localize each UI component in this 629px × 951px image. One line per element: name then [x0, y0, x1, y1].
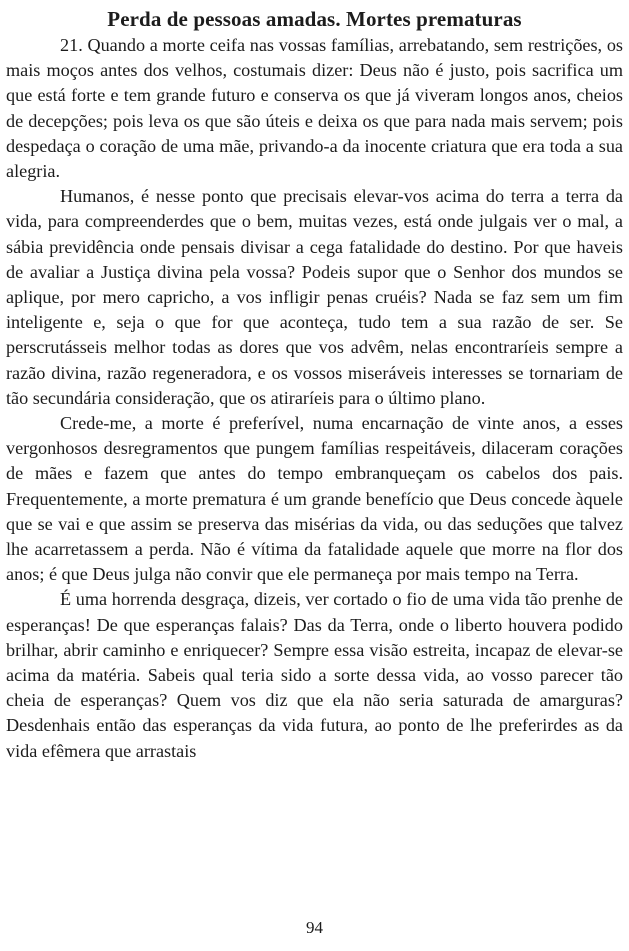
- paragraph-4: É uma horrenda desgraça, dizeis, ver cortado o fio de uma vida tão prenhe de esperanças! De que esperanças falais? Das da Terra, onde o liberto houvera podido brilhar, abrir caminho e enriquecer? Sempre essa visão estreita, incapaz de elevar-se acima da matéria. Sabeis qual teria sido a sorte dessa vida, ao vosso parecer tão cheia de esperanças? Quem vos diz que ela não seria saturada de amarguras? Desdenhais então das esperanças da vida futura, ao ponto de lhe preferirdes as da vida efêmera que arrastais: [6, 589, 623, 761]
- paragraph-1: 21. Quando a morte ceifa nas vossas famílias, arrebatando, sem restrições, os mais moços antes dos velhos, costumais dizer: Deus não é justo, pois sacrifica um que está forte e tem grande futuro e conserva os que já viveram longos anos, cheios de decepções; pois leva os que são úteis e deixa os que para nada mais servem; pois despedaça o coração de uma mãe, privando-a da inocente criatura que era toda a sua alegria.: [6, 35, 623, 182]
- paragraph-3: Crede-me, a morte é preferível, numa encarnação de vinte anos, a esses vergonhosos desregramentos que pungem famílias respeitáveis, dilaceram corações de mães e fazem que antes do tempo embranqueçam os cabelos dos pais. Frequentemente, a morte prematura é um grande benefício que Deus concede àquele que se vai e que assim se preserva das misérias da vida, ou das seduções que talvez lhe acarretassem a perda. Não é vítima da fatalidade aquele que morre na flor dos anos; é que Deus julga não convir que ele permaneça por mais tempo na Terra.: [6, 413, 623, 585]
- book-page: [6, 6, 623, 764]
- paragraph-2: Humanos, é nesse ponto que precisais elevar-vos acima do terra a terra da vida, para compreenderdes que o bem, muitas vezes, está onde julgais ver o mal, a sábia previdência onde pensais divisar a cega fatalidade do destino. Por que haveis de avaliar a Justiça divina pela vossa? Podeis supor que o Senhor dos mundos se aplique, por mero capricho, a vos infligir penas cruéis? Nada se faz sem um fim inteligente e, seja o que for que aconteça, tudo tem a sua razão de ser. Se perscrutásseis melhor todas as dores que vos advêm, nelas encontraríeis sempre a razão divina, razão regeneradora, e os vossos miseráveis interesses se tornariam de tão secundária consideração, que os atiraríeis para o último plano.: [6, 186, 623, 408]
- page-number: 94: [306, 918, 323, 937]
- section-heading: Perda de pessoas amadas. Mortes prematuras: [107, 7, 522, 31]
